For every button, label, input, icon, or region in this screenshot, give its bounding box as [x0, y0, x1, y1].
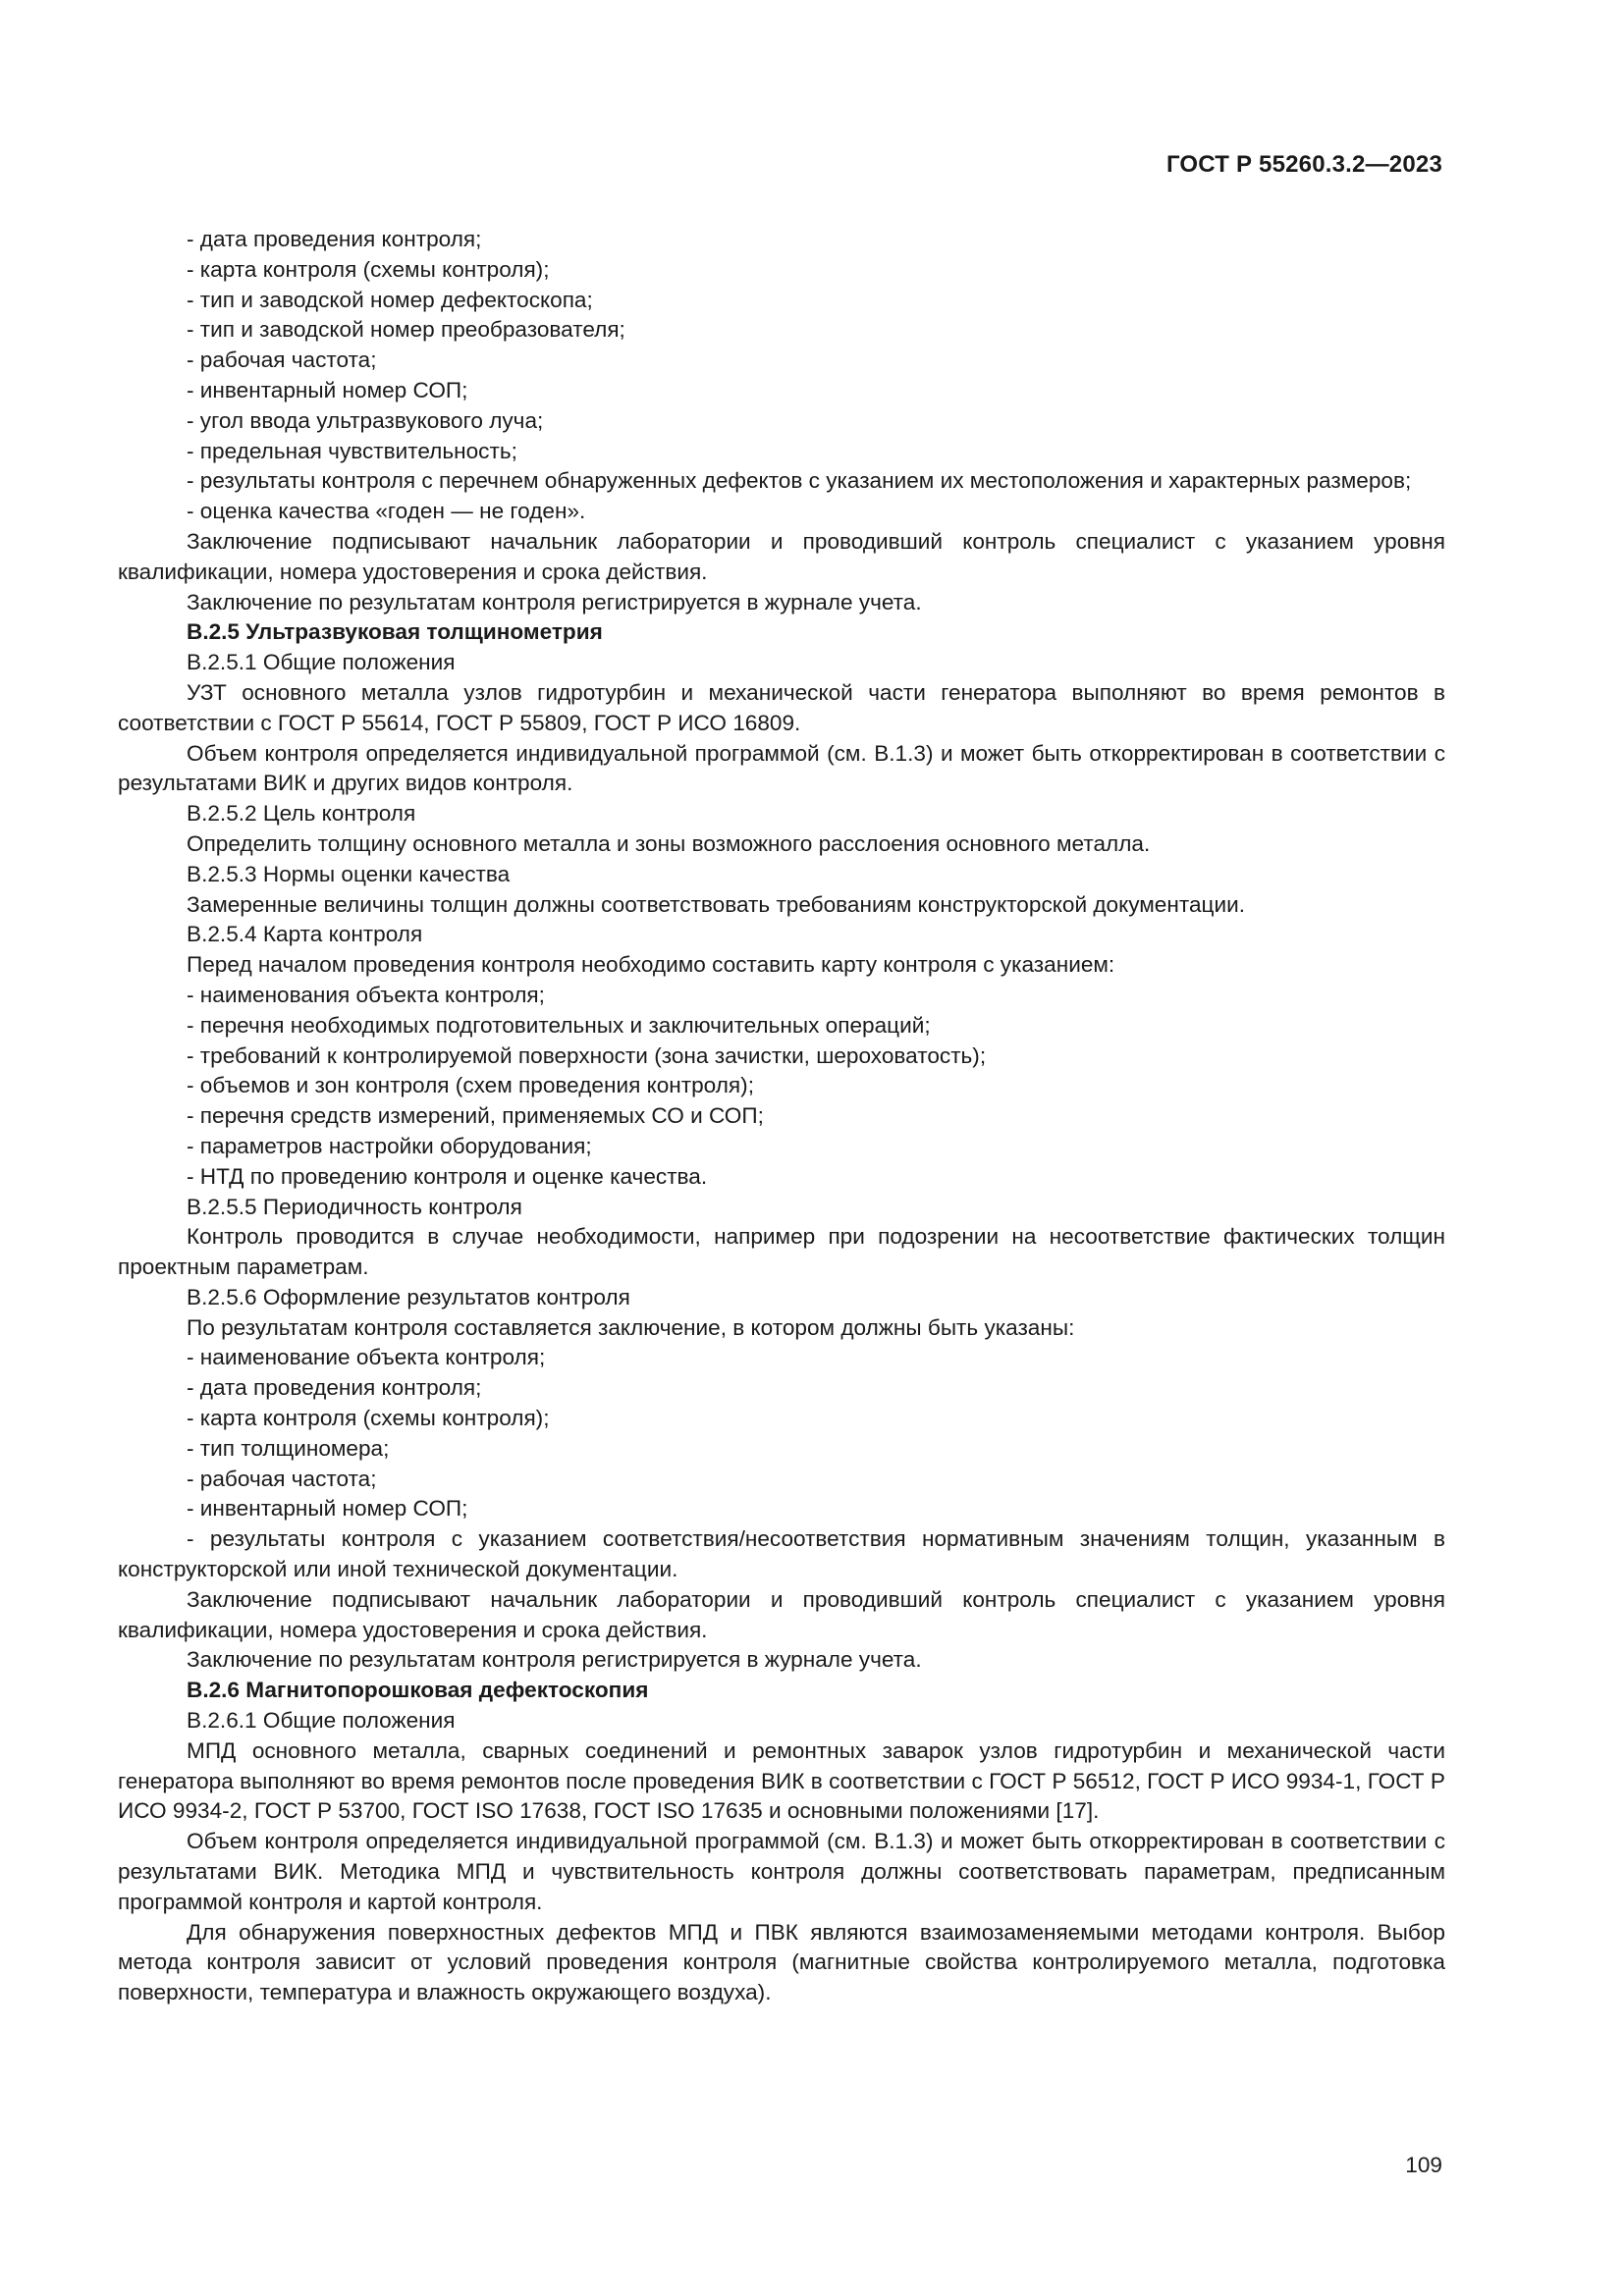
list-line: - оценка качества «годен — не годен».: [187, 499, 586, 524]
list-line: - карта контроля (схемы контроля);: [187, 1406, 550, 1431]
section-heading: В.2.5 Ультразвуковая толщинометрия: [187, 619, 603, 645]
list-line: - дата проведения контроля;: [187, 1375, 482, 1401]
list-line: Замеренные величины толщин должны соответствовать требованиям конструкторской документации.: [187, 891, 1245, 917]
list-line: В.2.5.4 Карта контроля: [187, 922, 423, 947]
list-line: - объемов и зон контроля (схем проведения контроля);: [187, 1073, 754, 1098]
paragraph: - результаты контроля с перечнем обнаруженных дефектов с указанием их местоположения и характерных размеров;: [187, 468, 1412, 494]
document-body: [118, 225, 1445, 2008]
list-line: - НТД по проведению контроля и оценке качества.: [187, 1163, 708, 1189]
list-line: - предельная чувствительность;: [187, 438, 517, 463]
list-line: В.2.5.1 Общие положения: [187, 650, 456, 675]
list-line: - карта контроля (схемы контроля);: [187, 256, 550, 282]
list-line: В.2.5.3 Нормы оценки качества: [187, 861, 511, 886]
paragraph: МПД основного металла, сварных соединений и ремонтных заварок узлов гидротурбин и механической части генератора выполняют во время ремонтов после проведения ВИК в соответствии с ГОСТ Р 56512, ГОСТ Р ИСО 9934-1, ГОСТ Р ИСО 9934-2, ГОСТ Р 53700, ГОСТ ISO 17638, ГОСТ ISO 17635 и основными положениями [17].: [118, 1737, 1445, 1824]
list-line: - перечня необходимых подготовительных и заключительных операций;: [187, 1012, 931, 1038]
list-line: По результатам контроля составляется заключение, в котором должны быть указаны:: [187, 1314, 1075, 1340]
list-line: - рабочая частота;: [187, 347, 377, 373]
list-line: В.2.6.1 Общие положения: [187, 1708, 456, 1734]
section-heading: В.2.6 Магнитопорошковая дефектоскопия: [187, 1678, 649, 1703]
list-line: В.2.5.6 Оформление результатов контроля: [187, 1284, 630, 1309]
list-line: Заключение по результатам контроля регистрируется в журнале учета.: [187, 589, 922, 614]
page-number: 109: [1405, 2153, 1442, 2177]
list-line: - тип и заводской номер преобразователя;: [187, 317, 625, 343]
paragraph: Заключение подписывают начальник лаборатории и проводивший контроль специалист с указанием уровня квалификации, номера удостоверения и срока действия.: [118, 1586, 1445, 1642]
list-line: - дата проведения контроля;: [187, 227, 482, 251]
paragraph: - результаты контроля с указанием соответствия/несоответствия нормативным значениям толщин, указанным в конструкторской или иной технической документации.: [118, 1526, 1445, 1582]
list-line: - наименования объекта контроля;: [187, 982, 545, 1007]
paragraph: УЗТ основного металла узлов гидротурбин и механической части генератора выполняют во время ремонтов в соответствии с ГОСТ Р 55614, ГОСТ Р 55809, ГОСТ Р ИСО 16809.: [118, 679, 1445, 735]
paragraph: Объем контроля определяется индивидуальной программой (см. В.1.3) и может быть откорректирован в соответствии с результатами ВИК и других видов контроля.: [118, 740, 1445, 796]
list-line: - инвентарный номер СОП;: [187, 377, 468, 402]
list-line: - инвентарный номер СОП;: [187, 1496, 468, 1522]
list-line: Заключение по результатам контроля регистрируется в журнале учета.: [187, 1647, 922, 1673]
paragraph: Заключение подписывают начальник лаборатории и проводивший контроль специалист с указанием уровня квалификации, номера удостоверения и срока действия.: [118, 528, 1445, 584]
list-line: - угол ввода ультразвукового луча;: [187, 407, 544, 433]
list-line: Перед началом проведения контроля необходимо составить карту контроля с указанием:: [187, 952, 1115, 978]
list-line: - тип и заводской номер дефектоскопа;: [187, 287, 593, 312]
paragraph: Контроль проводится в случае необходимости, например при подозрении на несоответствие фактических толщин проектным параметрам.: [118, 1224, 1445, 1280]
document-code-header: ГОСТ Р 55260.3.2—2023: [1165, 151, 1442, 178]
list-line: - требований к контролируемой поверхности (зона зачистки, шероховатость);: [187, 1042, 987, 1068]
list-line: В.2.5.2 Цель контроля: [187, 801, 416, 827]
list-line: - рабочая частота;: [187, 1466, 377, 1491]
list-line: - наименование объекта контроля;: [187, 1345, 546, 1370]
paragraph: Для обнаружения поверхностных дефектов МПД и ПВК являются взаимозаменяемыми методами контроля. Выбор метода контроля зависит от условий проведения контроля (магнитные свойства контролируемого металла, подготовка поверхности, температура и влажность окружающего воздуха).: [118, 1919, 1445, 2005]
list-line: В.2.5.5 Периодичность контроля: [187, 1194, 522, 1219]
list-line: Определить толщину основного металла и зоны возможного расслоения основного металла.: [187, 830, 1151, 856]
paragraph: Объем контроля определяется индивидуальной программой (см. В.1.3) и может быть откорректирован в соответствии с результатами ВИК. Методика МПД и чувствительность контроля должны соответствовать параметрам, предписанным программой контроля и картой контроля.: [118, 1829, 1445, 1914]
list-line: - тип толщиномера;: [187, 1435, 390, 1461]
list-line: - перечня средств измерений, применяемых СО и СОП;: [187, 1103, 764, 1129]
list-line: - параметров настройки оборудования;: [187, 1133, 592, 1158]
